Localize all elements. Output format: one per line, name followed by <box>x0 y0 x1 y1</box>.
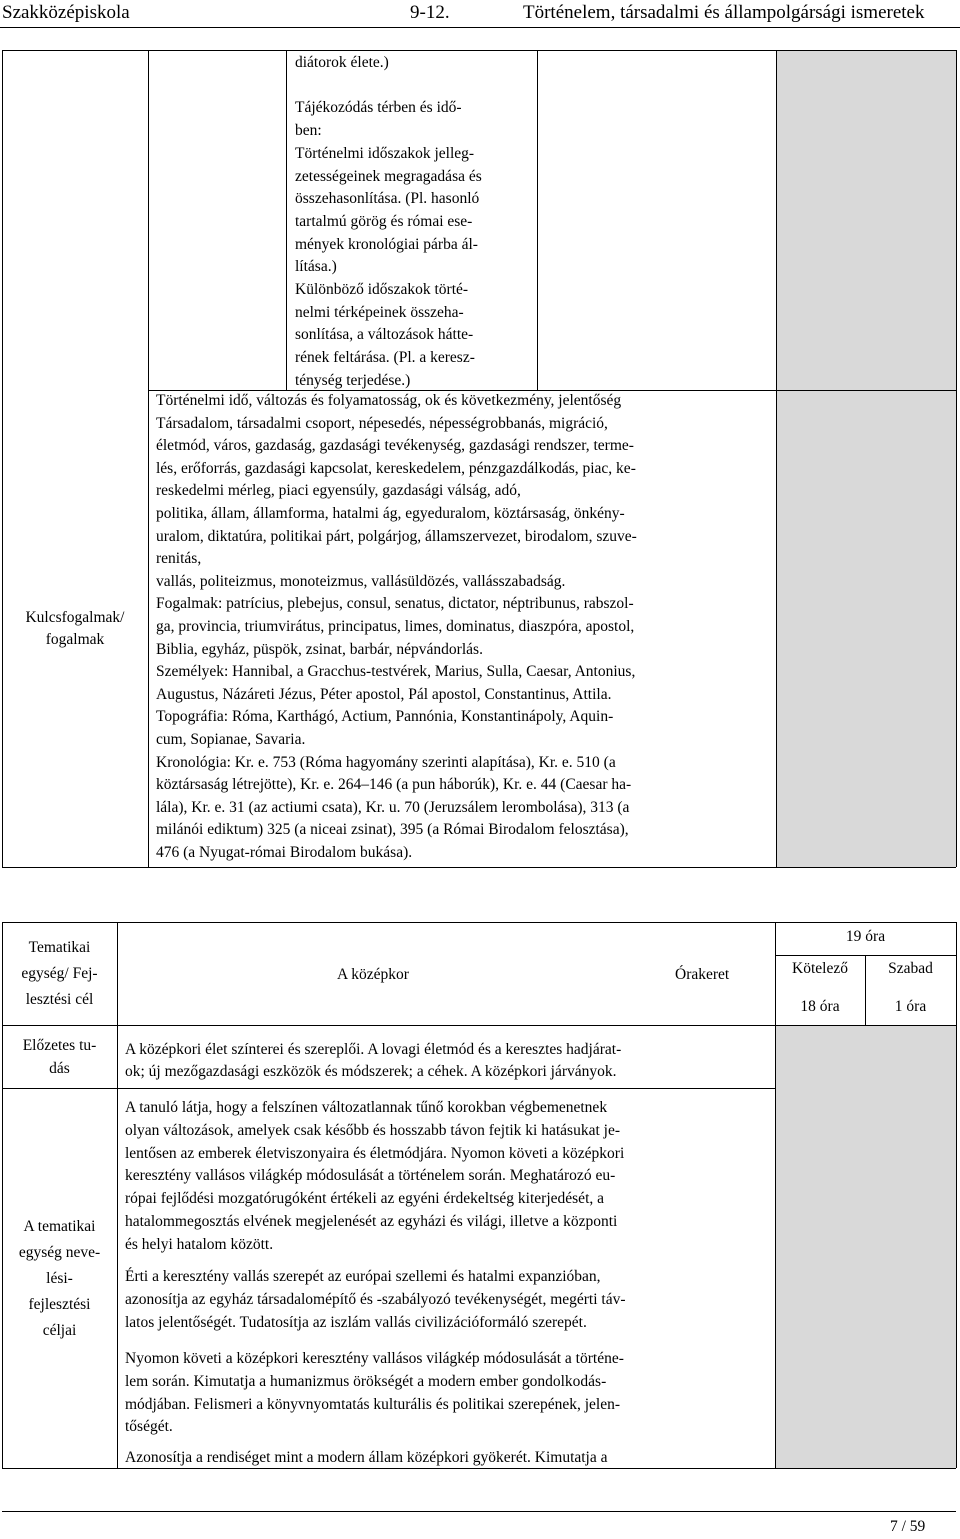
goals-paragraph-2: Érti a keresztény vallás szerepét az európai szellemi és hatalmi expanzióban, azonosítja az egyház társadalomépítő és -szabályozó tevékenységét, megérti táv- latos jelentőségét. Tudatosítja az iszlám vallás civilizációformáló szerepét. <box>125 1268 626 1331</box>
continuation-text: diátorok élete.) Tájékozódás térben és idő- ben: Történelmi időszakok jelleg- zetességeinek megragadása és összehasonlítása. (Pl. hasonló tartalmú görög és római ese- mények kronológiai párba ál- lítása.) Különböző időszakok törté- nelmi térképeinek összeha- sonlítása, a változások hátte- rének feltárása. (Pl. a keresz- ténység terjedése.) <box>295 54 482 389</box>
hours-label: Órakeret <box>675 966 730 983</box>
goals-paragraph-1: A tanuló látja, hogy a felszínen változatlannak tűnő korokban végbemenetnek olyan változások, amelyek csak később és hosszabb távon fejtik ki hatásukat je- lentősen az emberek életviszonyaira és életmódjára. Nyomon követi a középkori keresztény vallásos világkép módosulását a történelem során. Meghatározó eu- rópai fejlődési mozgatórugóként értékeli az egyéni érdekeltség kiterjedését, a hatalommegosztás elvének megjelenését az egyházi és világi, illetve a központi és helyi hatalom között. <box>125 1099 625 1253</box>
free-hours: 1 óra <box>894 998 927 1015</box>
prior-knowledge-text: A középkori élet színterei és szereplői. A lovagi életmód és a keresztes hadjárat- ok; új mezőgazdasági eszközök és módszerek; a céhek. A középkori járványok. <box>125 1041 622 1080</box>
header-subject: Történelem, társadalmi és állampolgársági ismeretek <box>523 2 925 23</box>
mandatory-label: Kötelező <box>792 960 848 977</box>
footer-rule <box>2 1511 956 1512</box>
unit-title: A középkor <box>337 966 409 983</box>
prior-knowledge-label: Előzetes tu- dás <box>22 1037 97 1077</box>
goals-paragraph-4: Azonosítja a rendiséget mint a modern állam középkori gyökerét. Kimutatja a <box>125 1449 608 1466</box>
page-header <box>0 0 960 28</box>
kulcsfogalmak-text: Történelmi idő, változás és folyamatosság, ok és következmény, jelentőség Társadalom, társadalmi csoport, népesedés, népességrobbanás, migráció, életmód, város, gazdaság, gazdasági tevékenység, gazdasági rendszer, terme- lés, erőforrás, gazdasági kapcsolat, kereskedelem, pénzgazdálkodás, piac, ke- reskedelmi mérleg, piaci egyensúly, gazdasági válság, adó, politika, állam, államforma, hatalmi ág, egyeduralom, köztársaság, önkény- uralom, diktatúra, politikai párt, polgárjog, államszervezet, birodalom, szuve- renitás, vallás, politeizmus, monoteizmus, vallásüldözés, vallásszabadság. Fogalmak: patrícius, plebejus, consul, senatus, dictator, néptribunus, rabszol- ga, provincia, triumvirátus, principatus, limes, dominatus, diaszpóra, apostol, Biblia, egyház, püspök, zsinat, barbár, népvándorlás. Személyek: Hannibal, a Gracchus-testvérek, Marius, Sulla, Caesar, Antonius, Augustus, Názáreti Jézus, Péter apostol, Pál apostol, Constantinus, Attila. Topográfia: Róma, Karthágó, Actium, Pannónia, Konstantinápoly, Aquin- cum, Sopianae, Savaria. Kronológia: Kr. e. 753 (Róma hagyomány szerinti alapítása), Kr. e. 510 (a köztársaság létrejötte), Kr. e. 264–146 (a pun háborúk), Kr. e. 44 (Caesar ha- lála), Kr. e. 31 (az actiumi csata), Kr. u. 70 (Jeruzsálem lerombolása), 313 (a milánói ediktum) 325 (a niceai zsinat), 395 (a Római Birodalom felosztása), 476 (a Nyugat-római Birodalom bukása). <box>156 392 637 861</box>
gray-column-2 <box>775 1025 956 1468</box>
free-label: Szabad <box>888 960 933 977</box>
page-number: 7 / 59 <box>890 1518 926 1535</box>
mandatory-hours: 18 óra <box>800 998 840 1015</box>
header-rule <box>0 27 960 28</box>
header-grades: 9-12. <box>410 2 450 23</box>
goals-paragraph-3: Nyomon követi a középkori keresztény vallásos világkép módosulását a történe- lem során. Kimutatja a humanizmus örökségét a modern ember gondolkodás- módjában. Felismeri a könyvnyomtatás kulturális és politikai szerepének, jelen- tőségét. <box>125 1350 624 1436</box>
goals-label: A tematikai egység neve- lési- fejlesztési céljai <box>18 1217 101 1339</box>
kulcsfogalmak-label: Kulcsfogalmak/ fogalmak <box>25 608 125 648</box>
unit-label: Tematikai egység/ Fej- lesztési cél <box>21 939 98 1008</box>
gray-column-1 <box>776 50 956 867</box>
header-school: Szakközépiskola <box>2 2 130 23</box>
hours-total: 19 óra <box>845 928 886 945</box>
